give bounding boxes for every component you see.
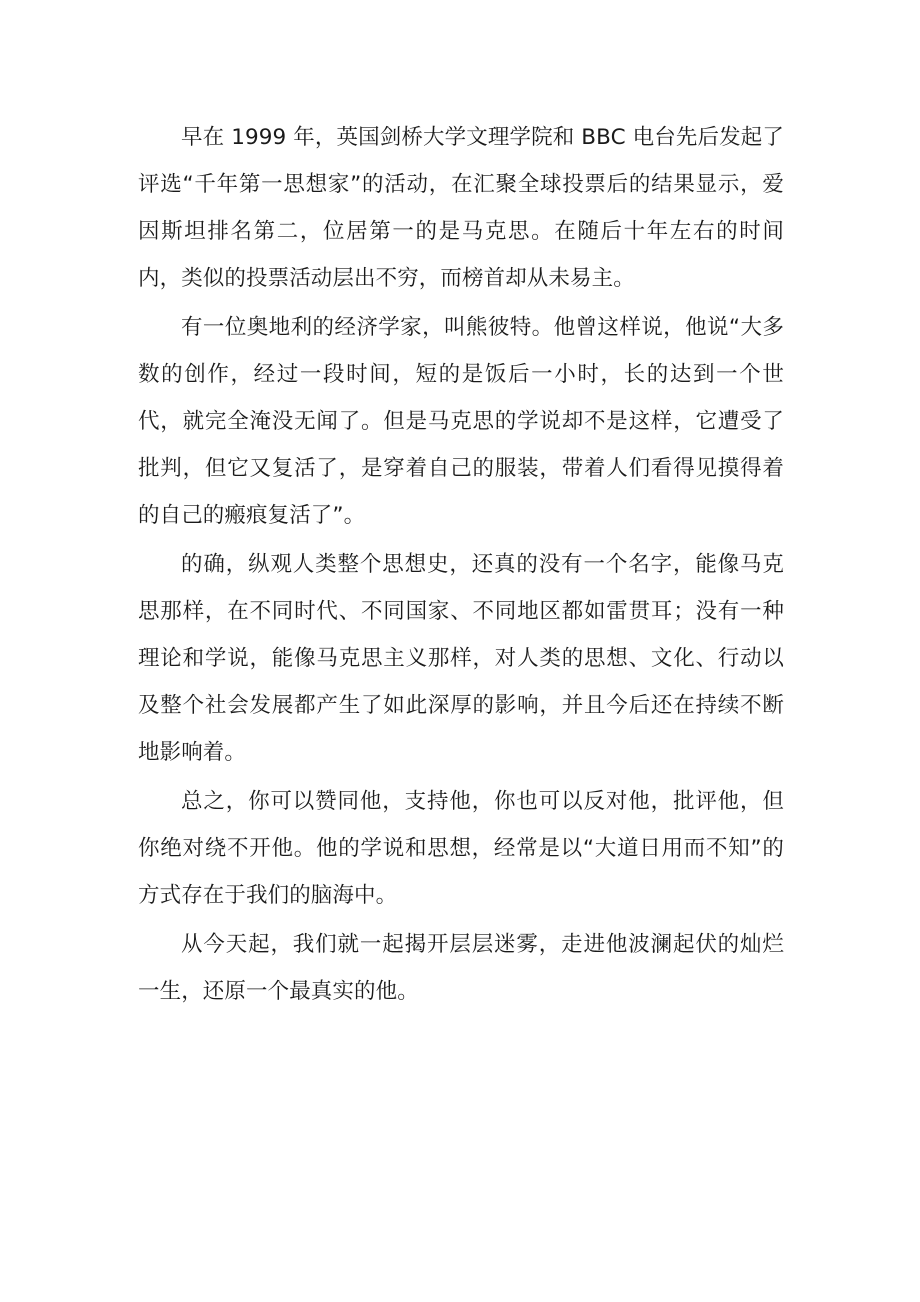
- document-body: [138, 114, 784, 1015]
- paragraph-2: 有一位奥地利的经济学家，叫熊彼特。他曾这样说，他说“大多数的创作，经过一段时间，短的是饭后一小时，长的达到一个世代，就完全淹没无闻了。但是马克思的学说却不是这样，它遭受了批判，但它又复活了，是穿着自己的服装，带着人们看得见摸得着的自己的瘢痕复活了”。: [138, 315, 784, 528]
- paragraph-4: 总之，你可以赞同他，支持他，你也可以反对他，批评他，但你绝对绕不开他。他的学说和思想，经常是以“大道日用而不知”的方式存在于我们的脑海中。: [138, 789, 784, 908]
- paragraph-3: 的确，纵观人类整个思想史，还真的没有一个名字，能像马克思那样，在不同时代、不同国家、不同地区都如雷贯耳；没有一种理论和学说，能像马克思主义那样，对人类的思想、文化、行动以及整个社会发展都产生了如此深厚的影响，并且今后还在持续不断地影响着。: [138, 552, 784, 765]
- paragraph-5: 从今天起，我们就一起揭开层层迷雾，走进他波澜起伏的灿烂一生，还原一个最真实的他。: [138, 932, 784, 1004]
- paragraph-1: 早在 1999 年，英国剑桥大学文理学院和 BBC 电台先后发起了评选“千年第一思想家”的活动，在汇聚全球投票后的结果显示，爱因斯坦排名第二，位居第一的是马克思。在随后十年左右的时间内，类似的投票活动层出不穷，而榜首却从未易主。: [138, 125, 784, 291]
